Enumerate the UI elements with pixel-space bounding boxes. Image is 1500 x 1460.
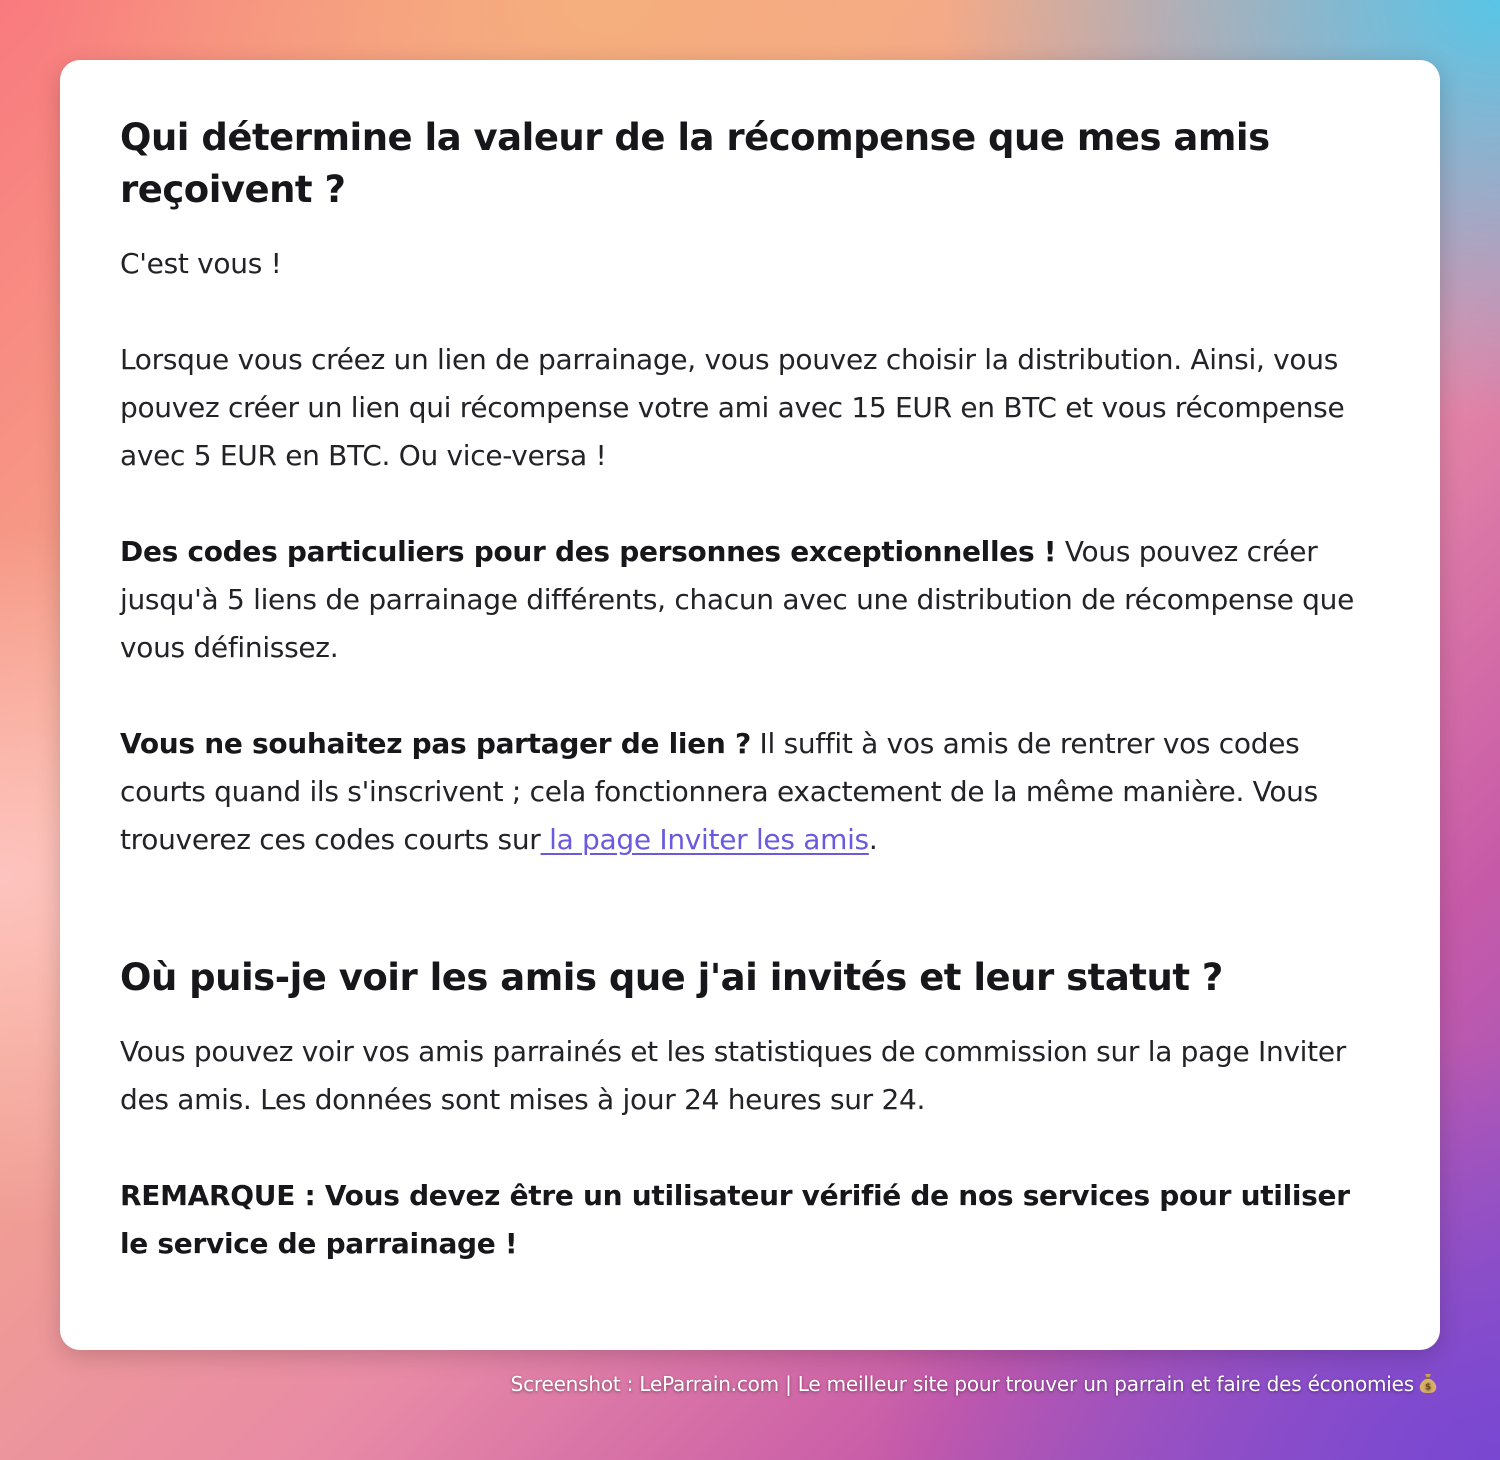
note-verified (120, 1172, 1380, 1268)
paragraph-special-codes (120, 528, 1380, 672)
faq-card (60, 60, 1440, 1350)
section-title-reward-value: Qui détermine la valeur de la récompense que mes amis reçoivent ? (120, 116, 1270, 211)
invite-friends-link[interactable]: la page Inviter les amis (540, 823, 869, 856)
short-codes-heading: Vous ne souhaitez pas partager de lien ? (120, 727, 751, 760)
paragraph-stats: Vous pouvez voir vos amis parrainés et les statistiques de commission sur la page Inviter des amis. Les données sont mises à jour 24 heures sur 24. (120, 1035, 1346, 1116)
paragraph-distribution: Lorsque vous créez un lien de parrainage, vous pouvez choisir la distribution. Ainsi, vous pouvez créer un lien qui récompense votre ami avec 15 EUR en BTC et vous récompense avec 5 EUR en BTC. Ou vice-versa ! (120, 343, 1345, 472)
svg-text:$: $ (1424, 1382, 1432, 1393)
answer-intro: C'est vous ! (120, 247, 282, 280)
special-codes-heading: Des codes particuliers pour des personnes exceptionnelles ! (120, 535, 1057, 568)
short-codes-end: . (868, 823, 878, 856)
section-title-invited-friends: Où puis-je voir les amis que j'ai invités et leur statut ? (120, 956, 1223, 999)
note-verified-text: REMARQUE : Vous devez être un utilisateur vérifié de nos services pour utiliser le service de parrainage ! (120, 1179, 1350, 1260)
short-codes-text: Il suffit à vos amis de rentrer vos codes courts quand ils s'inscrivent ; cela fonctionnera exactement de la même manière. Vous trouverez ces codes courts sur (120, 727, 1318, 856)
screenshot-credit-text: Screenshot : LeParrain.com | Le meilleur site pour trouver un parrain et faire des économies (510, 1372, 1414, 1396)
paragraph-short-codes (120, 720, 1380, 864)
money-bag-icon (1418, 1372, 1438, 1394)
screenshot-credit (511, 1372, 1438, 1396)
special-codes-text: Vous pouvez créer jusqu'à 5 liens de parrainage différents, chacun avec une distribution de récompense que vous définissez. (120, 535, 1355, 664)
